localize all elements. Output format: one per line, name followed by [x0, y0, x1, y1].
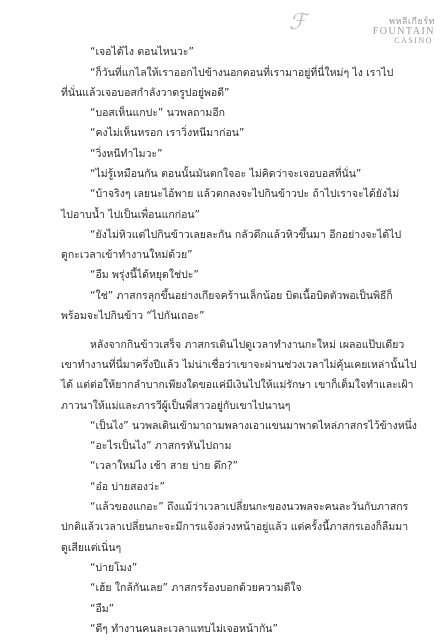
text-line: ภาวนาให้แม่และภารวีผู้เป็นพี่สาวอยู่กับเขาไปนานๆ: [61, 400, 291, 412]
text-line: “เป็นไง” นวพลเดินเข้ามาถามพลางเอาแขนมาพาดไหล่ภาสกรไว้ข้างหนึ่ง: [90, 420, 417, 432]
logo-fountain-text: FOUNTAIN: [372, 26, 435, 37]
text-line: “คงไม่เห็นหรอก เราวิ่งหนีมาก่อน”: [90, 127, 245, 139]
text-line: “เวลาใหม่ไง เช้า สาย บ่าย ดึก?”: [90, 460, 238, 472]
text-line: ไปอาบน้ำ ไปเป็นเพื่อนแกก่อน”: [61, 209, 201, 221]
text-line: “ก็วันที่แกไลให้เราออกไปข้างนอกตอนที่เรามาอยู่ที่นี่ใหม่ๆ ไง เราไป: [90, 67, 394, 79]
text-line: “อ๋อ บ่ายสองว่ะ”: [90, 481, 165, 493]
text-line: “บอสเห็นแกปะ” นวพลถามอีก: [90, 107, 225, 119]
logo-casino-text: CASINO: [394, 36, 433, 45]
text-line: “ยังไม่หิวแต่ไปกินข้าวเลยละกัน กลัวดึกแล้วหิวขึ้นมา อีกอย่างจะได้ไป: [90, 229, 402, 241]
text-line: “อะไรเป็นไง” ภาสกรหันไปถาม: [90, 440, 232, 452]
text-line: “เฮ้ย ใกล้กันเลย” ภาสกรร้องบอกด้วยความดีใจ: [90, 582, 302, 594]
text-line: ดูเสียแต่เนิ่นๆ: [61, 542, 122, 554]
text-line: เขาทำงานที่นี่มาครึ่งปีแล้ว ไม่น่าเชื่อว่าเขาจะผ่านช่วงเวลาไม่คุ้นเคยเหล่านั้นไป: [61, 359, 417, 371]
text-line: “ดีๆ ทำงานคนละเวลาแทบไม่เจอหน้ากัน”: [90, 623, 278, 635]
text-line: “แล้วของแกอะ” ถึงแม้ว่าเวลาเปลี่ยนกะของนวพลจะคนละวันกับภาสกร: [90, 501, 409, 513]
logo-thai-text: พหลีเกียร์ท: [389, 17, 435, 27]
text-line: “บ่ายโมง”: [90, 562, 138, 574]
text-line: “อืม”: [90, 603, 115, 615]
text-line: “บ้าจริงๆ เลยนะไอ้พาย แล้วตกลงจะไปกินข้าวปะ ถ้าไปเราจะได้ยังไม่: [90, 188, 400, 200]
text-line: ที่นั่นแล้วเจอบอสกำลังวาดรูปอยู่พอดี”: [61, 87, 230, 99]
text-line: “อืม พรุ่งนี้ได้หยุดใช่ปะ”: [90, 269, 199, 281]
text-line: “เจอได้ไง ตอนไหนวะ”: [90, 46, 194, 58]
text-line: “ใช่” ภาสกรลุกขึ้นอย่างเกียจคร้านเล็กน้อย บิดเนื้อบิดตัวพอเป็นพิธีก็: [90, 290, 393, 302]
text-line: ดูกะเวลาเข้าทำงานใหม่ด้วย”: [61, 249, 193, 261]
fountain-casino-logo: ℱ พหลีเกียร์ท FOUNTAIN CASINO: [289, 10, 435, 45]
text-line: “วิ่งหนีทำไมวะ”: [90, 148, 163, 160]
text-line: พร้อมจะไปกินข้าว “ไปกันเถอะ”: [61, 310, 205, 322]
text-line: “ไม่รู้เหมือนกัน ตอนนั้นมันตกใจอะ ไม่คิดว่าจะเจอบอสที่นั่น”: [90, 168, 362, 180]
text-line: ปกติแล้วเวลาเปลี่ยนกะจะมีการแจ้งล่วงหน้าอยู่แล้ว แต่ครั้งนี้ภาสกรเองก็ลืมมา: [61, 521, 409, 533]
text-line: ได้ แต่ต่อให้ยากลำบากเพียงใดขอแค่มีเงินไปให้แม่รักษา เขาก็เต็มใจทำและเฝ้า: [61, 379, 414, 391]
text-line: หลังจากกินข้าวเสร็จ ภาสกรเดินไปดูเวลาทำงานกะใหม่ เผลอแป๊บเดียว: [90, 339, 405, 351]
